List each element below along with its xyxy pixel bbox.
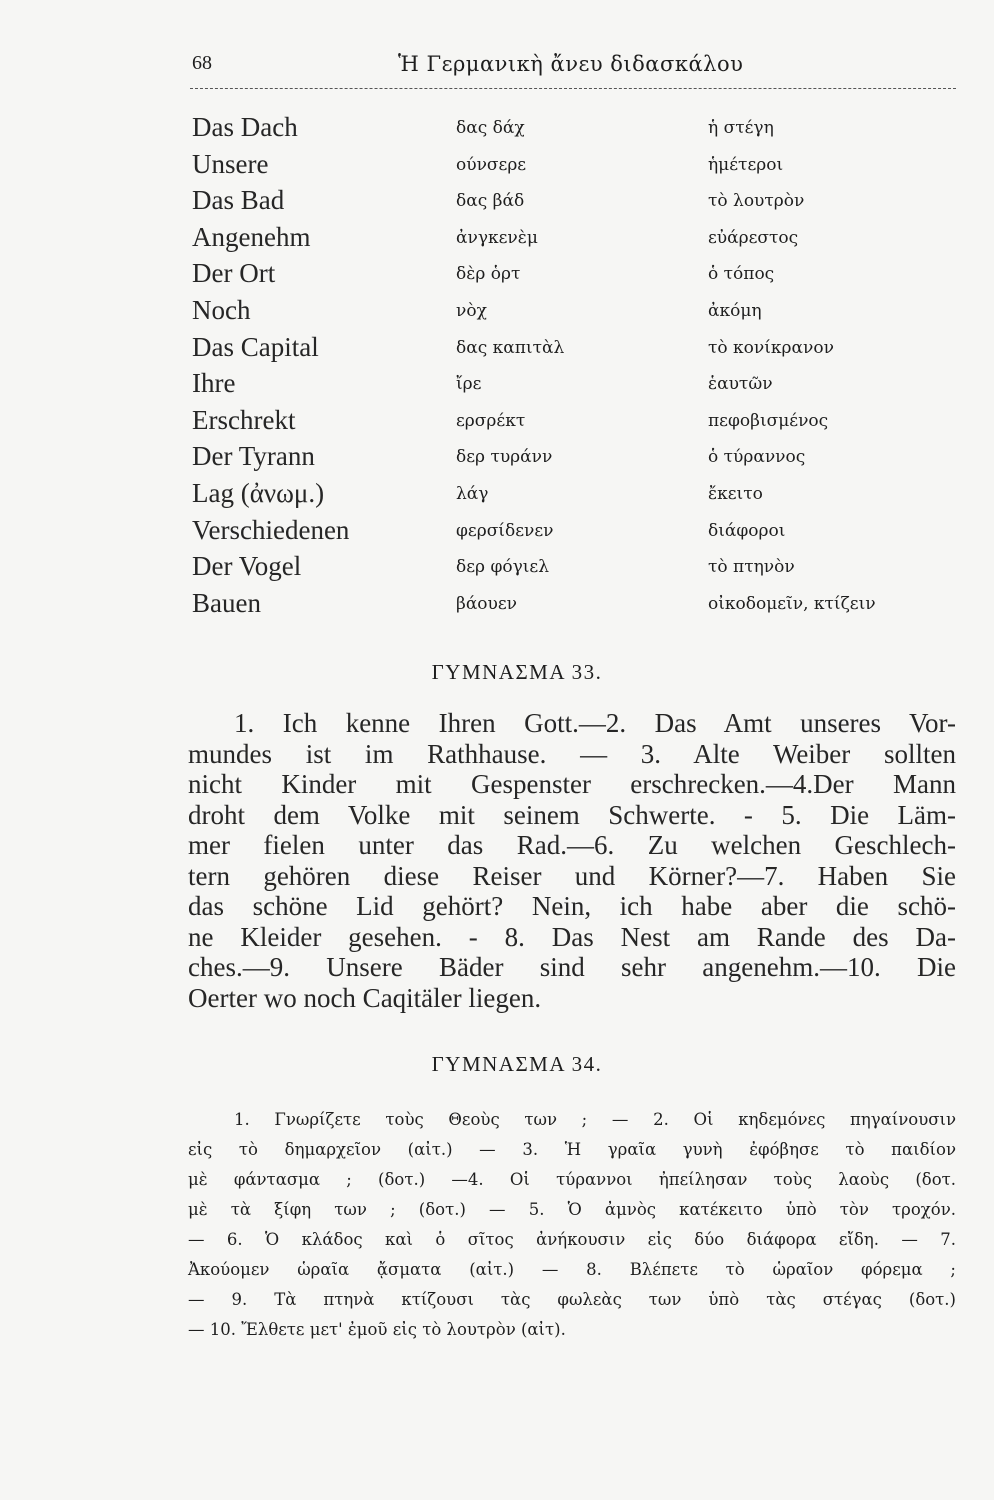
greek-meaning: πεφοβισμένος (708, 410, 829, 431)
vocabulary-row (0, 551, 994, 588)
greek-meaning: ἡμέτεροι (708, 154, 784, 175)
greek-meaning: τὸ κονίκρανον (708, 337, 834, 358)
greek-meaning: εὐάρεστος (708, 227, 799, 248)
german-word: Ihre (192, 368, 236, 399)
text-line: droht dem Volke mit seinem Schwerte. - 5. Die Läm- (188, 799, 956, 830)
german-word: Bauen (192, 587, 261, 618)
pronunciation: ερσρέκτ (456, 410, 526, 431)
text-line: — 9. Τὰ πτηνὰ κτίζουσι τὰς φωλεὰς των ὑπὸ τὰς στέγας (δοτ.) (188, 1290, 956, 1309)
pronunciation: ἀνγκενὲμ (456, 227, 538, 248)
greek-meaning: οἰκοδομεῖν, κτίζειν (708, 593, 876, 614)
pronunciation: ἴρε (456, 374, 482, 395)
text-line: μὲ τὰ ξίφη των ; (δοτ.) — 5. Ὁ ἀμνὸς κατέκειτο ὑπὸ τὸν τροχόν. (188, 1200, 956, 1219)
exercise-34-text (188, 1105, 956, 1345)
greek-meaning: ἡ στέγη (708, 118, 774, 138)
exercise-34-heading: ΓΥΜΝΑΣΜΑ 34. (431, 1052, 603, 1076)
greek-meaning: ἀκόμη (708, 300, 762, 321)
running-head (0, 52, 994, 82)
text-line: ches.—9. Unsere Bäder sind sehr angenehm.—10. Die (188, 952, 956, 982)
german-word: Der Ort (192, 258, 276, 289)
german-word: Erschrekt (192, 404, 296, 435)
text-line: εἰς τὸ δημαρχεῖον (αἰτ.) — 3. Ἡ γραῖα γυνὴ ἐφόβησε τὸ παιδίον (188, 1140, 956, 1159)
vocabulary-row (0, 368, 994, 405)
vocabulary-row (0, 112, 994, 149)
pronunciation: δὲρ ὁρτ (456, 264, 521, 285)
text-line: nicht Kinder mit Gespenster erschrecken.—4.Der Mann (188, 769, 956, 799)
german-word: Unsere (192, 148, 269, 179)
german-word: Angenehm (192, 221, 311, 252)
vocabulary-row (0, 332, 994, 369)
vocabulary-row (0, 478, 994, 515)
vocabulary-table (0, 112, 994, 624)
exercise-33-text (188, 708, 956, 1013)
greek-meaning: ὁ τόπος (708, 264, 775, 285)
pronunciation: δερ τυράνν (456, 447, 553, 468)
greek-meaning: ἔκειτο (708, 483, 763, 504)
pronunciation: δας καπιτὰλ (456, 337, 565, 358)
german-word: Der Tyrann (192, 441, 315, 472)
text-line: 1. Γνωρίζετε τοὺς Θεοὺς των ; — 2. Οἱ κηδεμόνες πηγαίνουσιν (234, 1110, 956, 1129)
pronunciation: νὸχ (456, 300, 487, 321)
text-line: — 10. Ἔλθετε μετ' ἐμοῦ εἰς τὸ λουτρὸν (αἰτ). (188, 1320, 566, 1339)
german-word: Noch (192, 294, 251, 325)
greek-meaning: ἑαυτῶν (708, 374, 773, 395)
pronunciation: φερσίδενεν (456, 520, 554, 541)
page-number: 68 (192, 52, 212, 74)
text-line: mer fielen unter das Rad.—6. Zu welchen Geschlech- (188, 830, 956, 860)
exercise-33-heading: ΓΥΜΝΑΣΜΑ 33. (431, 660, 603, 684)
vocabulary-row (0, 258, 994, 295)
running-title: Ἡ Γερμανικὴ ἄνευ διδασκάλου (398, 52, 744, 76)
text-line: μὲ φάντασμα ; (δοτ.) —4. Οἱ τύραννοι ἠπείλησαν τοὺς λαοὺς (δοτ. (188, 1170, 956, 1189)
text-line: Ἀκούομεν ὡραῖα ᾄσματα (αἰτ.) — 8. Βλέπετε τὸ ὡραῖον φόρεμα ; (188, 1260, 956, 1279)
pronunciation: ούνσερε (456, 154, 527, 175)
vocabulary-row (0, 588, 994, 625)
text-line: mundes ist im Rathhause. — 3. Alte Weiber sollten (188, 738, 956, 769)
greek-meaning: τὸ λουτρὸν (708, 191, 805, 212)
greek-meaning: τὸ πτηνὸν (708, 557, 795, 578)
text-line: das schöne Lid gehört? Nein, ich habe aber die schö- (188, 891, 956, 921)
vocabulary-row (0, 405, 994, 442)
pronunciation: δας δάχ (456, 118, 525, 138)
text-line: ne Kleider gesehen. - 8. Das Nest am Rande des Da- (188, 921, 956, 952)
vocabulary-row (0, 185, 994, 222)
text-line: 1. Ich kenne Ihren Gott.—2. Das Amt unseres Vor- (234, 708, 956, 738)
greek-meaning: ὁ τύραννος (708, 447, 806, 468)
german-word: Das Bad (192, 185, 285, 216)
german-word: Verschiedenen (192, 514, 350, 545)
vocabulary-row (0, 222, 994, 259)
german-word: Lag (ἀνωμ.) (192, 477, 325, 508)
german-word: Der Vogel (192, 551, 302, 582)
pronunciation: δας βάδ (456, 191, 525, 212)
text-line: — 6. Ὁ κλάδος καὶ ὁ σῖτος ἀνήκουσιν εἰς δύο διάφορα εἴδη. — 7. (188, 1230, 956, 1249)
text-line: tern gehören diese Reiser und Körner?—7. Haben Sie (188, 860, 956, 891)
german-word: Das Dach (192, 112, 298, 142)
pronunciation: δερ φόγιελ (456, 557, 549, 578)
vocabulary-row (0, 149, 994, 186)
greek-meaning: διάφοροι (708, 520, 786, 541)
header-divider (190, 88, 956, 89)
pronunciation: βάουεν (456, 593, 518, 614)
vocabulary-row (0, 515, 994, 552)
vocabulary-row (0, 441, 994, 478)
german-word: Das Capital (192, 331, 319, 362)
text-line: Oerter wo noch Caqitäler liegen. (188, 982, 542, 1013)
pronunciation: λάγ (456, 483, 489, 504)
vocabulary-row (0, 295, 994, 332)
